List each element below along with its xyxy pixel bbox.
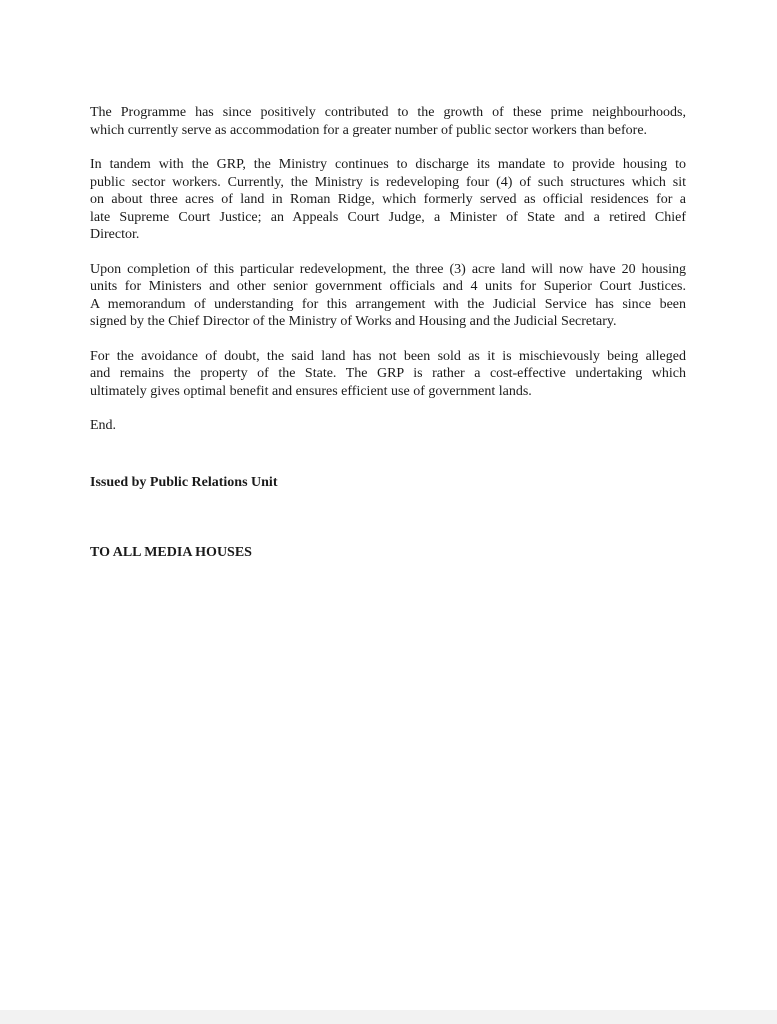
- paragraph-redevelopment: [90, 261, 686, 331]
- end-marker: End.: [90, 418, 117, 433]
- text-line: public sector workers. Currently, the Ministry is redeveloping four (4) of such structures which sit: [90, 174, 686, 190]
- press-release-body: [90, 104, 686, 449]
- text-line: For the avoidance of doubt, the said land has not been sold as it is mischievously being alleged: [90, 348, 686, 364]
- text-line: ultimately gives optimal benefit and ensures efficient use of government lands.: [90, 383, 532, 399]
- text-line: signed by the Chief Director of the Ministry of Works and Housing and the Judicial Secretary.: [90, 314, 617, 329]
- paragraph-ministry-mandate: [90, 156, 686, 244]
- text-line: Upon completion of this particular redevelopment, the three (3) acre land will now have 20 housing: [90, 261, 686, 277]
- paragraph-programme-growth: [90, 104, 686, 139]
- text-line: and remains the property of the State. The GRP is rather a cost-effective undertaking which: [90, 366, 686, 381]
- text-line: late Supreme Court Justice; an Appeals Court Judge, a Minister of State and a retired Chief: [90, 209, 686, 225]
- text-line: on about three acres of land in Roman Ridge, which formerly served as official residences for a: [90, 192, 686, 207]
- page-bottom-edge: [0, 1010, 777, 1024]
- text-line: A memorandum of understanding for this arrangement with the Judicial Service has since been: [90, 296, 686, 312]
- text-line: The Programme has since positively contributed to the growth of these prime neighbourhoods,: [90, 105, 686, 120]
- text-line: units for Ministers and other senior government officials and 4 units for Superior Court Justices.: [90, 279, 686, 294]
- issued-by: Issued by Public Relations Unit: [90, 475, 278, 490]
- recipients: TO ALL MEDIA HOUSES: [90, 545, 252, 560]
- text-line: which currently serve as accommodation for a greater number of public sector workers than before.: [90, 122, 648, 138]
- text-line: In tandem with the GRP, the Ministry continues to discharge its mandate to provide housing to: [90, 157, 686, 172]
- paragraph-avoidance-of-doubt: [90, 348, 686, 401]
- text-line: Director.: [90, 227, 140, 242]
